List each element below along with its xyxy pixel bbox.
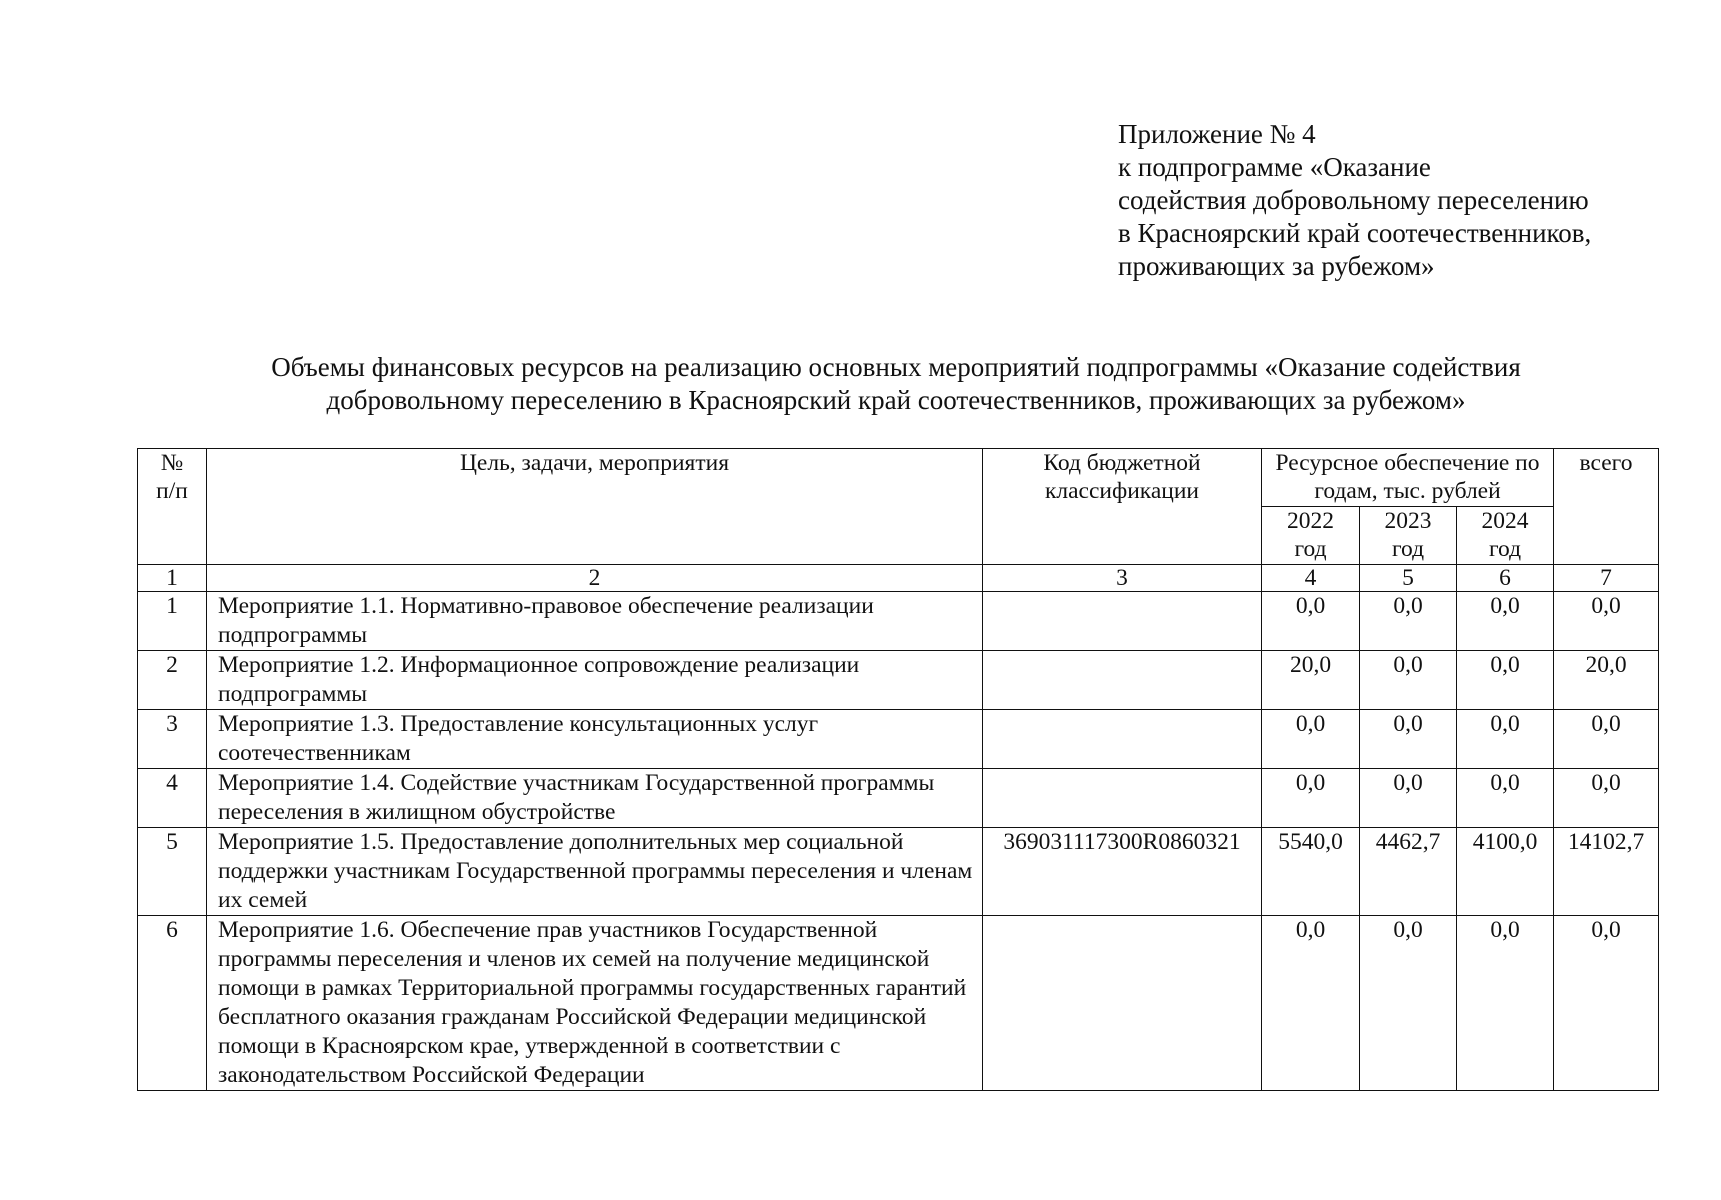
annex-line: к подпрограмме «Оказание [1118, 152, 1431, 182]
table-row [138, 828, 1659, 916]
row-code: 369031117300R0860321 [983, 828, 1262, 916]
row-activity: Мероприятие 1.5. Предоставление дополнительных мер социальной поддержки участникам Государственной программы переселения и членам их семей [207, 828, 983, 916]
row-total: 0,0 [1554, 769, 1659, 828]
row-activity: Мероприятие 1.2. Информационное сопровождение реализации подпрограммы [207, 651, 983, 710]
row-number: 3 [138, 710, 207, 769]
annex-line: Приложение № 4 [1118, 119, 1316, 149]
row-value-2022: 0,0 [1262, 769, 1360, 828]
row-code [983, 769, 1262, 828]
header-code-label: Код бюджетной классификации [1043, 450, 1201, 504]
annex-line: содействия добровольному переселению [1118, 185, 1589, 215]
header-code [983, 449, 1262, 565]
column-numbers-row [138, 565, 1659, 592]
column-number: 4 [1262, 565, 1360, 592]
document-title [136, 351, 1656, 417]
table-row [138, 592, 1659, 651]
header-number [138, 449, 207, 565]
row-value-2024: 0,0 [1457, 710, 1554, 769]
row-value-2022: 0,0 [1262, 592, 1360, 651]
table-row [138, 651, 1659, 710]
row-activity: Мероприятие 1.3. Предоставление консультационных услуг соотечественникам [207, 710, 983, 769]
row-value-2024: 0,0 [1457, 592, 1554, 651]
row-value-2023: 0,0 [1360, 651, 1457, 710]
row-value-2024: 0,0 [1457, 651, 1554, 710]
row-number: 6 [138, 916, 207, 1091]
table-row [138, 769, 1659, 828]
row-value-2024: 0,0 [1457, 916, 1554, 1091]
row-activity: Мероприятие 1.1. Нормативно-правовое обеспечение реализации подпрограммы [207, 592, 983, 651]
row-number: 2 [138, 651, 207, 710]
year-label: 2024 год [1481, 508, 1529, 562]
row-total: 14102,7 [1554, 828, 1659, 916]
row-value-2023: 0,0 [1360, 710, 1457, 769]
row-value-2023: 4462,7 [1360, 828, 1457, 916]
header-number-label: № п/п [156, 450, 188, 504]
row-total: 0,0 [1554, 710, 1659, 769]
financial-resources-table [137, 448, 1659, 1091]
row-value-2023: 0,0 [1360, 916, 1457, 1091]
row-code [983, 651, 1262, 710]
row-number: 1 [138, 592, 207, 651]
header-goal: Цель, задачи, мероприятия [207, 449, 983, 565]
row-value-2022: 5540,0 [1262, 828, 1360, 916]
header-resource-label: Ресурсное обеспечение по годам, тыс. рублей [1275, 450, 1540, 504]
table-row [138, 710, 1659, 769]
annex-block [1118, 118, 1591, 283]
row-number: 4 [138, 769, 207, 828]
column-number: 2 [207, 565, 983, 592]
row-value-2022: 0,0 [1262, 710, 1360, 769]
table-row [138, 916, 1659, 1091]
header-year-2022 [1262, 507, 1360, 565]
row-total: 0,0 [1554, 916, 1659, 1091]
row-activity: Мероприятие 1.6. Обеспечение прав участников Государственной программы переселения и членов их семей на получение медицинской помощи в рамках Территориальной программы государственных гарантий бесплатного оказания гражданам Российской Федерации медицинской помощи в Красноярском крае, утвержденной в соответствии с законодательством Российской Федерации [207, 916, 983, 1091]
row-total: 20,0 [1554, 651, 1659, 710]
annex-line: проживающих за рубежом» [1118, 251, 1435, 281]
row-value-2023: 0,0 [1360, 592, 1457, 651]
column-number: 5 [1360, 565, 1457, 592]
column-number: 1 [138, 565, 207, 592]
row-activity: Мероприятие 1.4. Содействие участникам Государственной программы переселения в жилищном обустройстве [207, 769, 983, 828]
year-label: 2022 год [1287, 508, 1334, 562]
column-number: 7 [1554, 565, 1659, 592]
row-number: 5 [138, 828, 207, 916]
column-number: 6 [1457, 565, 1554, 592]
row-code [983, 916, 1262, 1091]
row-value-2024: 4100,0 [1457, 828, 1554, 916]
header-total: всего [1554, 449, 1659, 565]
row-value-2024: 0,0 [1457, 769, 1554, 828]
title-line: добровольному переселению в Красноярский край соотечественников, проживающих за рубежом» [326, 385, 1466, 415]
column-number: 3 [983, 565, 1262, 592]
header-year-2024 [1457, 507, 1554, 565]
row-value-2022: 0,0 [1262, 916, 1360, 1091]
row-code [983, 710, 1262, 769]
year-label: 2023 год [1384, 508, 1432, 562]
annex-line: в Красноярский край соотечественников, [1118, 218, 1592, 248]
header-row [138, 449, 1659, 507]
header-year-2023 [1360, 507, 1457, 565]
title-line: Объемы финансовых ресурсов на реализацию основных мероприятий подпрограммы «Оказание содействия [271, 352, 1521, 382]
row-value-2022: 20,0 [1262, 651, 1360, 710]
row-total: 0,0 [1554, 592, 1659, 651]
row-code [983, 592, 1262, 651]
row-value-2023: 0,0 [1360, 769, 1457, 828]
header-resource [1262, 449, 1554, 507]
